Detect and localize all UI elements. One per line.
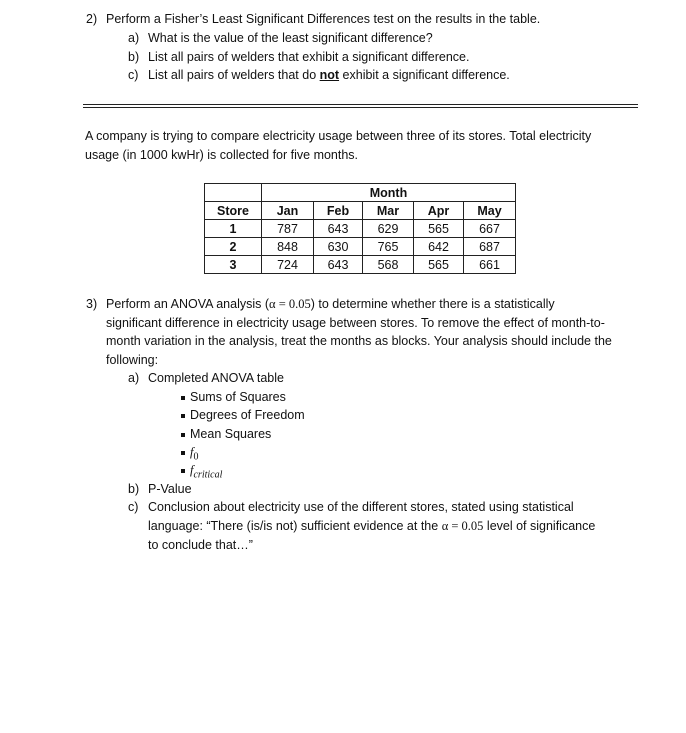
- value-cell: 787: [262, 220, 314, 238]
- value-cell: 565: [414, 256, 464, 274]
- fcrit-subscript: critical: [193, 469, 223, 481]
- store-cell: 3: [205, 256, 262, 274]
- q2-text: Perform a Fisher’s Least Significant Differences test on the results in the table.: [106, 12, 541, 26]
- q3-line-1-after: ) to determine whether there is a statistically: [310, 297, 555, 311]
- bullet-f0: [190, 445, 198, 463]
- value-cell: 565: [414, 220, 464, 238]
- q3-number: 3): [86, 297, 98, 311]
- table-row: [205, 256, 516, 274]
- q3-c-line-1: Conclusion about electricity use of the different stores, stated using statistical: [148, 500, 574, 514]
- q2-c-text: [148, 68, 510, 82]
- q3-line-3: month variation in the analysis, treat the months as blocks. Your analysis should include the: [106, 334, 612, 348]
- value-cell: 568: [363, 256, 414, 274]
- q3-b-label: b): [128, 482, 140, 496]
- store-cell: 2: [205, 238, 262, 256]
- q2-c-text-bold: not: [319, 68, 340, 82]
- intro-line-1: A company is trying to compare electricity usage between three of its stores. Total electricity: [85, 129, 592, 143]
- table-row: [205, 238, 516, 256]
- value-cell: 629: [363, 220, 414, 238]
- q3-c-line-2-before: language: “There (is/is not) sufficient evidence at the: [148, 519, 439, 533]
- intro-line-2: usage (in 1000 kwHr) is collected for five months.: [85, 148, 359, 162]
- value-cell: 687: [464, 238, 516, 256]
- q3-c-label: c): [128, 500, 139, 514]
- q3-line-4: following:: [106, 353, 159, 367]
- store-header: Store: [205, 202, 262, 220]
- q2-c-text-before: List all pairs of welders that do: [148, 68, 317, 82]
- value-cell: 630: [314, 238, 363, 256]
- electricity-usage-table: [204, 183, 516, 274]
- q2-c-label: c): [128, 68, 139, 82]
- bullet-mean-squares: Mean Squares: [190, 427, 272, 441]
- divider-top: [83, 104, 638, 105]
- q3-c-line-3: to conclude that…”: [148, 538, 253, 552]
- q3-c-line-2-after: level of significance: [486, 519, 596, 533]
- q3-line-1-before: Perform an ANOVA analysis (: [106, 297, 270, 311]
- month-header-feb: Feb: [314, 202, 363, 220]
- q2-c-text-after: exhibit a significant difference.: [342, 68, 510, 82]
- fcrit-base: f: [190, 463, 194, 477]
- q2-a-text: What is the value of the least significant difference?: [148, 31, 433, 45]
- q3-a-text: Completed ANOVA table: [148, 371, 284, 385]
- q2-b-label: b): [128, 50, 140, 64]
- value-cell: 643: [314, 256, 363, 274]
- value-cell: 661: [464, 256, 516, 274]
- month-header-jan: Jan: [262, 202, 314, 220]
- f0-base: f: [190, 445, 194, 459]
- value-cell: 667: [464, 220, 516, 238]
- q3-line-1: [106, 297, 555, 312]
- month-header-may: May: [464, 202, 516, 220]
- value-cell: 848: [262, 238, 314, 256]
- q2-a-label: a): [128, 31, 140, 45]
- q3-line-2: significant difference in electricity usage between stores. To remove the effect of month-to-: [106, 316, 605, 330]
- month-group-header: Month: [262, 184, 516, 202]
- bullet-f-critical: [190, 463, 222, 481]
- value-cell: 724: [262, 256, 314, 274]
- bullet-degrees-of-freedom: Degrees of Freedom: [190, 408, 305, 422]
- q2-number: 2): [86, 12, 98, 26]
- value-cell: 765: [363, 238, 414, 256]
- table-row: [205, 220, 516, 238]
- f0-subscript: 0: [193, 451, 199, 463]
- month-header-mar: Mar: [363, 202, 414, 220]
- q2-b-text: List all pairs of welders that exhibit a significant difference.: [148, 50, 470, 64]
- q3-b-text: P-Value: [148, 482, 192, 496]
- store-cell: 1: [205, 220, 262, 238]
- value-cell: 642: [414, 238, 464, 256]
- q3-a-label: a): [128, 371, 140, 385]
- value-cell: 643: [314, 220, 363, 238]
- q3-c-alpha: α = 0.05: [441, 519, 484, 533]
- bullet-sums-of-squares: Sums of Squares: [190, 390, 286, 404]
- divider-bottom: [83, 107, 638, 108]
- month-header-apr: Apr: [414, 202, 464, 220]
- q3-c-line-2: [148, 519, 595, 534]
- q3-alpha-expression: α = 0.05: [269, 297, 311, 311]
- table-corner-cell: [205, 184, 262, 202]
